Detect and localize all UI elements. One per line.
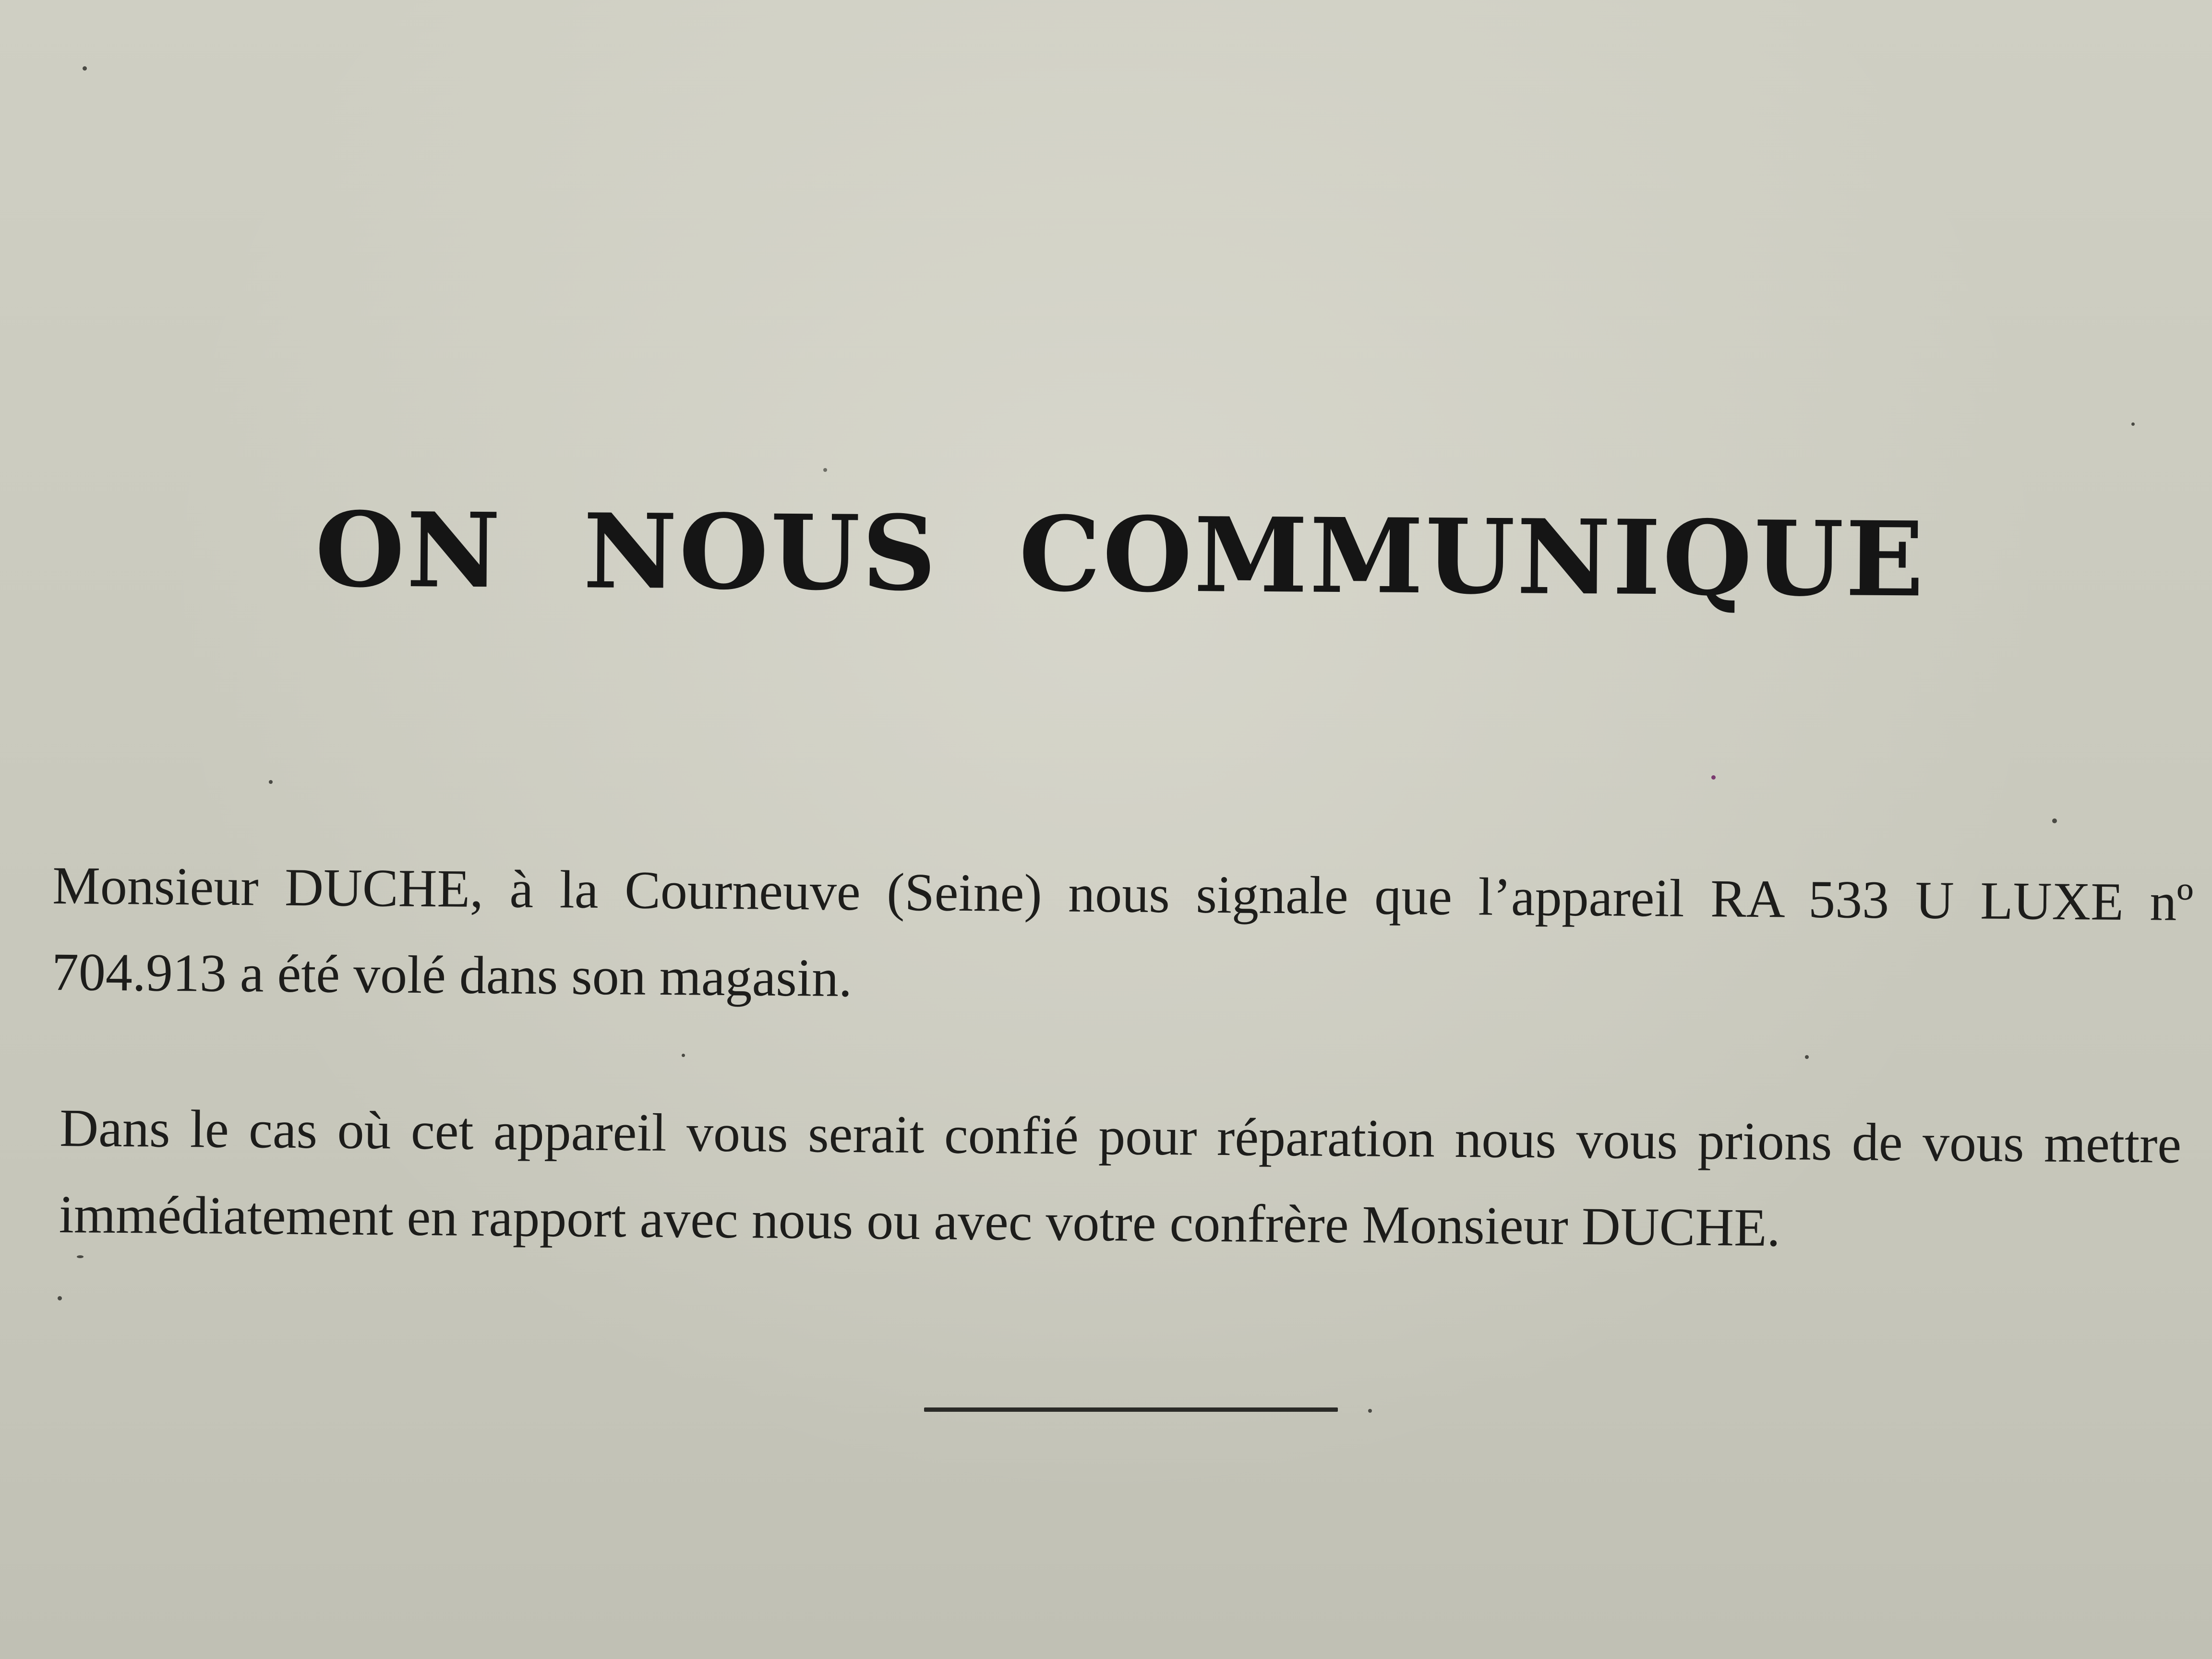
paper-speck [83,66,87,71]
paper-speck [1711,775,1716,780]
paragraph-theft-report: Monsieur DUCHE, à la Courneuve (Seine) nous signale que l’appareil RA 533 U LUXE nº 704.913 a été volé dans son magasin. [51,855,2194,1009]
paper-speck [682,1054,685,1057]
document-title: ON NOUS COMMUNIQUE [314,489,1926,620]
paper-speck [58,1296,62,1300]
paragraph-repair-notice: Dans le cas où cet appareil vous serait confié pour réparation nous vous prions de vous mettre immédiatement en rapport avec nous ou avec votre confrère Monsieur DUCHE. [59,1098,2182,1258]
paper-speck [823,468,827,472]
paper-speck [1368,1409,1372,1413]
paper-speck [2052,818,2057,823]
paper-speck [1805,1055,1809,1059]
paper-speck [2131,422,2135,426]
paper-speck [269,780,273,784]
section-divider-rule [924,1407,1338,1412]
